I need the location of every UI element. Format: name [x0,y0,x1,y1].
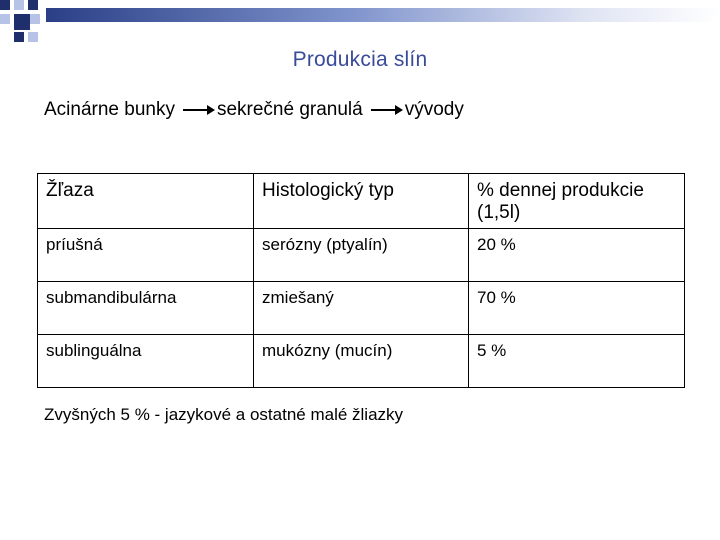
arrow-right-icon [183,109,211,111]
table-header-row [38,174,685,229]
footnote: Zvyšných 5 % - jazykové a ostatné malé žliazky [44,405,404,424]
cell-gland: submandibulárna [38,282,254,335]
table-row [38,282,685,335]
cell-histology: mukózny (mucín) [254,335,469,388]
deco-square [30,14,40,24]
deco-square [28,0,38,10]
cell-production: 20 % [469,229,685,282]
table-row [38,229,685,282]
cell-gland: sublinguálna [38,335,254,388]
flow-step: sekrečné granulá [216,99,363,120]
deco-square [0,0,10,10]
flow-step: Acinárne bunky [44,99,175,120]
cell-histology: serózny (ptyalín) [254,229,469,282]
deco-square [14,32,24,42]
cell-production: 5 % [469,335,685,388]
header-gradient-bar [46,8,720,22]
table-row [38,335,685,388]
deco-square [0,14,10,24]
arrow-right-icon [371,109,399,111]
cell-histology: zmiešaný [254,282,469,335]
glands-table [37,173,685,388]
slide-title: Produkcia slín [292,48,428,71]
flow-step: vývody [404,99,464,120]
deco-square [14,0,24,10]
cell-production: 70 % [469,282,685,335]
secretion-flow [44,98,464,122]
deco-square [14,14,30,30]
deco-square [28,32,38,42]
column-header-gland: Žľaza [38,174,254,229]
column-header-production: % dennej produkcie (1,5l) [469,174,685,229]
column-header-histology: Histologický typ [254,174,469,229]
cell-gland: príušná [38,229,254,282]
